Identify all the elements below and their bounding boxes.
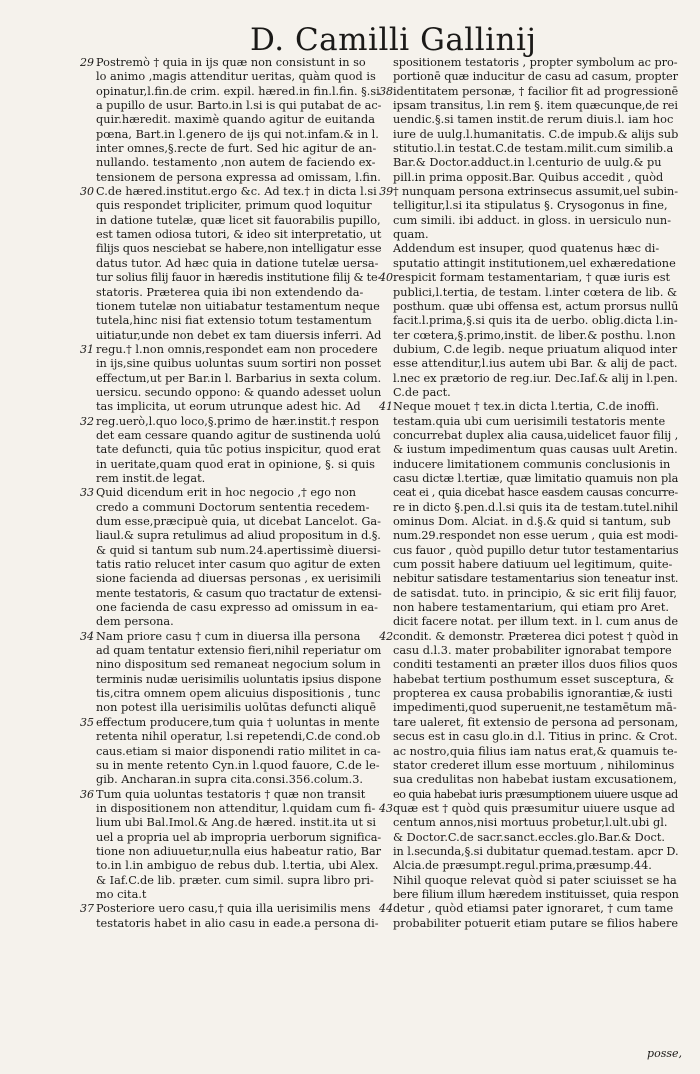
line-text: quæ est † quòd quis præsumitur uiuere usque ad [393, 801, 676, 815]
line-text: a pupillo de usur. Barto.in l.si is qui putabat de ac- [96, 99, 382, 113]
line-text: l.nec ex prætorio de reg.iur. Dec.Iaf.& alij in l.pen. [393, 371, 678, 385]
text-line [393, 701, 678, 715]
text-line [393, 917, 678, 931]
text-line [96, 156, 381, 170]
line-text: de satisdat. tuto. in principio, & sic erit filij fauor, [393, 586, 677, 600]
line-text: uersicu. secundo oppono: & quando adesset uolun [96, 385, 382, 399]
text-line [393, 300, 678, 314]
text-line [393, 286, 678, 300]
line-text: lium ubi Bal.Imol.& Ang.de hæred. instit.ita ut si [96, 816, 377, 830]
line-text: esse attenditur,l.ius autem ubi Bar. & alij de pact. [393, 357, 678, 371]
text-line [96, 458, 381, 472]
line-text: in ueritate,quam quod erat in opinione, §. si quis [96, 457, 375, 471]
line-text: & iustum impedimentum quas causas uult Aretin. [393, 443, 678, 457]
line-text: reg.uerò,l.quo loco,§.primo de hær.instit.† respon [96, 414, 380, 428]
line-text: inducere limitationem communis conclusionis in [393, 457, 671, 471]
line-text: Quid dicendum erit in hoc negocio ,† ego non [96, 486, 357, 500]
line-text: Nihil quoque relevat quòd si pater sciuisset se ha [393, 873, 677, 887]
line-text: in datione tutelæ, quæ licet sit fauorabilis pupillo, [96, 213, 381, 227]
text-line [393, 601, 678, 615]
text-line [393, 845, 678, 859]
text-line [393, 544, 678, 558]
line-text: & Iaf.C.de lib. præter. cum simil. supra libro pri- [96, 873, 374, 887]
line-text: dum esse,præcipuè quia, ut dicebat Lancelot. Ga- [96, 515, 381, 528]
line-text: pill.in prima opposit.Bar. Quibus accedit , quòd [393, 170, 664, 184]
text-line [96, 572, 381, 586]
text-line [393, 644, 678, 658]
text-line [96, 472, 381, 486]
line-text: non habere testamentarium, qui etiam pro Aret. [393, 601, 669, 615]
text-line [393, 415, 678, 429]
line-text: statoris. Præterea quia ibi non extendendo da- [96, 285, 364, 299]
marginal-number: 32 [80, 414, 94, 428]
line-text: opinatur,l.fin.de crim. expil. hæred.in fin.l.fin. §.si [96, 84, 380, 98]
line-text: dubium, C.de legib. neque priuatum aliquod inter [393, 342, 678, 356]
text-line [80, 787, 381, 802]
line-text: sua credulitas non habebat iustam excusationem, [393, 773, 677, 787]
text-line [393, 56, 678, 70]
text-line [96, 701, 381, 715]
line-text: det eam cessare quando agitur de sustinenda uolú [96, 428, 381, 442]
text-line [96, 529, 381, 543]
text-line [393, 773, 678, 787]
text-line [80, 486, 381, 500]
text-line [393, 788, 678, 802]
text-line [393, 314, 678, 328]
text-line [96, 888, 381, 902]
line-text: sione facienda ad diuersas personas , ex uerisimili [96, 572, 381, 586]
line-text: probabiliter potuerit etiam putare se filios habere [393, 916, 678, 930]
line-text: conditi testamenti an præter illos duos filios quos [393, 658, 678, 672]
line-text: cum simili. ibi adduct. in gloss. in uersiculo nun- [393, 213, 672, 227]
marginal-number: 39 [379, 185, 393, 199]
line-text: publici,l.tertia, de testam. l.inter cœtera de lib. & [393, 285, 678, 299]
text-line [96, 745, 381, 759]
marginal-number: 41 [379, 400, 393, 414]
line-text: rem instit.de legat. [96, 471, 206, 485]
marginal-number: 38 [379, 84, 393, 98]
marginal-number: 30 [80, 185, 94, 199]
line-text: telligitur,l.si ita stipulatus §. Crysogonus in fine, [393, 199, 668, 213]
line-text: effectum,ut per Bar.in l. Barbarius in sexta colum. [96, 371, 382, 385]
text-line [393, 228, 678, 242]
text-line [96, 286, 381, 300]
text-line [96, 673, 381, 687]
line-text: eo quia habebat iuris præsumptionem uiuere usque ad [393, 787, 678, 801]
line-text: condit. & demonstr. Præterea dici potest † quòd in [393, 629, 679, 643]
line-text: nullando. testamento ,non autem de faciendo ex- [96, 156, 376, 170]
text-line [80, 715, 381, 730]
line-text: sputatio attingit institutionem,uel exhæredatione [393, 256, 676, 270]
text-line [393, 142, 678, 156]
marginal-number: 35 [80, 715, 94, 729]
text-line [96, 70, 381, 84]
line-text: dem persona. [96, 615, 174, 629]
text-line [393, 214, 678, 228]
line-text: cus fauor , quòd pupillo detur tutor testamentarius [393, 543, 679, 557]
line-text: Postremò † quia in ijs quæ non consistunt in so [96, 56, 366, 69]
text-line [96, 730, 381, 744]
running-header: D. Camilli Gallinij [250, 22, 537, 58]
line-text: Posteriore uero casu,† quia illa uerisimilis mens [96, 902, 371, 916]
line-text: pœna, Bart.in l.genero de ijs qui not.infam.& in l. [96, 127, 379, 141]
line-text: in l.secunda,§.si dubitatur quemad.testam. apcr D. [393, 844, 679, 858]
line-text: datus tutor. Ad hæc quia in datione tutelæ uersa- [96, 256, 379, 270]
text-line [393, 529, 678, 543]
text-line [96, 587, 381, 601]
line-text: centum annos,nisi mortuus probetur,l.ult.ubi gl. [393, 816, 668, 830]
text-line [393, 458, 678, 472]
line-text: regu.† l.non omnis,respondet eam non procedere [96, 342, 378, 356]
line-text: su in mente retento Cyn.in l.quod fauore, C.de le- [96, 758, 380, 772]
line-text: quam. [393, 228, 429, 242]
line-text: ceat ei , quia dicebat hasce easdem causas concurre- [393, 486, 678, 500]
line-text: † nunquam persona extrinsecus assumit,uel subin- [393, 185, 678, 199]
text-line [393, 429, 678, 443]
text-line [96, 128, 381, 142]
line-text: testatoris habet in alio casu in eade.a persona di- [96, 916, 379, 930]
text-line [393, 558, 678, 572]
line-text: spositionem testatoris , propter symbolum ac pro- [393, 56, 678, 69]
text-line [80, 414, 381, 429]
line-text: liaul.& supra retulimus ad aliud propositum in d.§. [96, 529, 381, 543]
text-line [96, 658, 381, 672]
text-line [96, 644, 381, 658]
marginal-number: 43 [379, 801, 393, 815]
line-text: re in dicto §.pen.d.l.si quis ita de testam.tutel.nihil [393, 500, 679, 514]
text-line [96, 271, 381, 285]
line-text: impedimenti,quod superuenit,ne testamētum mā- [393, 701, 677, 715]
line-text: non potest illa uerisimilis uolūtas defuncti aliquē [96, 701, 377, 715]
line-text: est tamen odiosa tutori, & ideo sit interpretatio, ut [96, 228, 382, 242]
line-text: detur , quòd etiamsi pater ignoraret, † cum tame [393, 902, 674, 916]
text-line [96, 773, 381, 787]
line-text: uendic.§.si tamen instit.de rerum diuis.l. iam hoc [393, 113, 674, 127]
text-line [80, 185, 381, 199]
text-line [393, 888, 678, 902]
line-text: casu dictæ l.tertiæ, quæ limitatio quamuis non pla [393, 471, 679, 485]
text-line [393, 816, 678, 830]
line-text: ad quam tentatur extensio fieri,nihil reperiatur om [96, 644, 382, 658]
line-text: C.de pact. [393, 385, 451, 399]
text-line [393, 171, 678, 185]
text-line [393, 257, 678, 271]
text-line [96, 687, 381, 701]
text-line [96, 242, 381, 256]
line-text: stitutio.l.in testat.C.de testam.milit.cum similib.a [393, 142, 674, 156]
text-line [393, 156, 678, 170]
line-text: uel a propria uel ab impropria uerborum significa- [96, 830, 382, 844]
line-text: habebat tertium posthumum esset susceptura, & [393, 672, 674, 686]
text-line [96, 257, 381, 271]
line-text: tione non adiuuetur,nulla eius habeatur ratio, Bar [96, 844, 382, 858]
line-text: nebitur satisdare testamentarius sion teneatur inst. [393, 572, 679, 586]
line-text: ominus Dom. Alciat. in d.§.& quid si tantum, sub [393, 515, 671, 528]
text-line [393, 658, 678, 672]
text-line [96, 501, 381, 515]
line-text: uitiatur,unde non debet ex tam diuersis inferri. Ad [96, 328, 382, 342]
marginal-number: 34 [80, 629, 94, 643]
line-text: mente testatoris, & casum quo tractatur de extensi- [96, 586, 382, 600]
text-line [80, 629, 381, 644]
marginal-number: 29 [80, 56, 94, 69]
text-line [96, 357, 381, 371]
line-text: inter omnes,§.recte de furt. Sed hic agitur de an- [96, 142, 377, 156]
text-line [393, 745, 678, 759]
line-text: Tum quia uoluntas testatoris † quæ non transit [96, 787, 366, 801]
line-text: tensionem de persona expressa ad omissam, l.fin. [96, 170, 381, 184]
line-text: propterea ex causa probabilis ignorantiæ,& iusti [393, 687, 673, 701]
line-text: caus.etiam si maior disponendi ratio militet in ca- [96, 744, 381, 758]
line-text: bere filium illum hæredem instituisset, quia respon [393, 887, 679, 901]
text-line [96, 99, 381, 113]
text-line [96, 515, 381, 529]
text-line [96, 85, 381, 99]
text-line [393, 443, 678, 457]
right-column [379, 56, 679, 1056]
text-line [96, 386, 381, 400]
line-text: stator crederet illum esse mortuum , nihilominus [393, 758, 675, 772]
line-text: Bar.& Doctor.adduct.in l.centurio de uulg.& pu [393, 156, 662, 170]
line-text: retenta nihil operatur, l.si repetendi,C.de cond.ob [96, 730, 381, 744]
line-text: concurrebat duplex alia causa,uidelicet fauor filij , [393, 428, 679, 442]
line-text: tas implicita, ut eorum utrunque adest hic. Ad [96, 400, 361, 414]
line-text: mo cita.t [96, 887, 147, 901]
line-text: & Doctor.C.de sacr.sanct.eccles.glo.Bar.& Doct. [393, 830, 665, 844]
line-text: in dispositionem non attenditur, l.quidam cum fi- [96, 801, 376, 815]
text-line [393, 501, 678, 515]
line-text: identitatem personæ, † facilior fit ad progressionē [393, 84, 679, 98]
text-line [80, 342, 381, 357]
line-text: posthum. quæ ubi offensa est, actum prorsus nullū [393, 299, 679, 313]
line-text: num.29.respondet non esse uerum , quia est modi- [393, 529, 678, 543]
text-line [96, 802, 381, 816]
line-text: ter cœtera,§.primo,instit. de liber.& posthu. l.non [393, 328, 676, 342]
text-line [96, 558, 381, 572]
line-text: tutela,hinc nisi fiat extensio totum testamentum [96, 314, 372, 328]
marginal-number: 37 [80, 902, 94, 916]
line-text: C.de hæred.institut.ergo &c. Ad tex.† in dicta l.si [96, 185, 377, 199]
line-text: tis,citra omnem opem alicuius dispositionis , tunc [96, 687, 381, 701]
line-text: & quid si tantum sub num.24.apertissimè diuersi- [96, 543, 381, 557]
marginal-number: 42 [379, 629, 393, 643]
line-text: cum possit habere datiuum uel legitimum, quite- [393, 558, 673, 572]
line-text: Neque mouet † tex.in dicta l.tertia, C.de inoffi. [393, 400, 660, 414]
text-line [96, 443, 381, 457]
line-text: ac nostro,quia filius iam natus erat,& quamuis te- [393, 744, 678, 758]
text-line [96, 171, 381, 185]
line-text: terminis nudæ uerisimilis uoluntatis ipsius dispone [96, 672, 382, 686]
line-text: gib. Ancharan.in supra cita.consi.356.colum.3. [96, 773, 364, 787]
line-text: to.in l.in ambiguo de rebus dub. l.tertia, ubi Alex. [96, 859, 379, 873]
text-line [393, 486, 678, 500]
line-text: facit.l.prima,§.si quis ita de uerbo. oblig.dicta l.in- [393, 314, 678, 328]
line-text: tatis ratio relucet inter casum quo agitur de exten [96, 558, 381, 572]
text-line [379, 902, 678, 916]
line-text: tate defuncti, quia tūc potius inspicitur, quod erat [96, 443, 381, 457]
text-line [393, 113, 678, 127]
text-line [96, 199, 381, 213]
text-line [393, 242, 678, 256]
text-line [393, 687, 678, 701]
text-line [96, 845, 381, 859]
text-line [96, 429, 381, 443]
text-line [96, 214, 381, 228]
text-line [393, 673, 678, 687]
line-text: effectum producere,tum quia † uoluntas in mente [96, 715, 380, 729]
text-line [96, 314, 381, 328]
line-text: secus est in casu glo.in d.l. Titius in princ. & Crot. [393, 730, 678, 744]
line-text: dicit facere notat. per illum text. in l. cum anus de [393, 615, 679, 629]
line-text: quis respondet tripliciter, primum quod loquitur [96, 199, 372, 213]
text-line [80, 56, 381, 70]
text-line [393, 386, 678, 400]
text-line [393, 357, 678, 371]
text-line [393, 716, 678, 730]
text-line [96, 859, 381, 873]
text-line [393, 759, 678, 773]
text-line [96, 601, 381, 615]
marginal-number: 44 [379, 902, 393, 916]
marginal-number: 40 [379, 271, 393, 285]
line-text: tionem tutelæ non uitiabatur testamentum neque [96, 299, 380, 313]
text-line [393, 329, 678, 343]
text-line [379, 629, 679, 644]
text-line [393, 874, 678, 888]
text-line [393, 587, 678, 601]
text-line [393, 859, 678, 873]
text-line [393, 99, 678, 113]
text-line [379, 400, 678, 414]
catchword: posse, [647, 1047, 682, 1060]
line-text: ipsam transitus, l.in rem §. item quæcunque,de rei [393, 99, 678, 113]
text-line [96, 372, 381, 386]
text-line [96, 228, 381, 242]
marginal-number: 36 [80, 787, 94, 801]
line-text: Nam priore casu † cum in diuersa illa persona [96, 629, 361, 643]
text-line [393, 472, 678, 486]
line-text: credo a communi Doctorum sententia recedem- [96, 500, 370, 514]
text-line [96, 142, 381, 156]
text-line [96, 544, 381, 558]
text-line [393, 372, 678, 386]
text-line [96, 615, 381, 629]
text-line [393, 730, 678, 744]
line-text: filijs quos nesciebat se habere,non intelligatur esse [96, 242, 382, 256]
line-text: nino dispositum sed remaneat negocium solum in [96, 658, 381, 672]
line-text: lo animo ,magis attenditur ueritas, quàm quod is [96, 70, 376, 84]
text-line [80, 902, 381, 916]
line-text: testam.quia ubi cum uerisimili testatoris mente [393, 414, 666, 428]
text-line [393, 343, 678, 357]
text-line [379, 801, 678, 816]
text-line [96, 300, 381, 314]
text-line [96, 759, 381, 773]
line-text: portionē quæ inducitur de casu ad casum, propter [393, 70, 678, 84]
line-text: in ijs,sine quibus uoluntas suum sortiri non posset [96, 357, 382, 371]
line-text: quir.hæredit. maximè quando agitur de euitanda [96, 113, 375, 127]
text-line [96, 113, 381, 127]
marginal-number: 31 [80, 342, 94, 356]
line-text: respicit formam testamentariam, † quæ iuris est [393, 271, 671, 285]
text-line [393, 515, 678, 529]
line-text: Addendum est insuper, quod quatenus hæc di- [393, 242, 660, 256]
text-line [96, 816, 381, 830]
text-line [379, 271, 678, 285]
text-line [96, 831, 381, 845]
text-line [393, 128, 678, 142]
text-line [96, 917, 381, 931]
marginal-number: 33 [80, 486, 94, 500]
line-text: iure de uulg.l.humanitatis. C.de impub.& alijs sub [393, 127, 679, 141]
text-line [379, 84, 679, 99]
line-text: one facienda de casu expresso ad omissum in ea- [96, 601, 378, 615]
text-line [393, 572, 678, 586]
line-text: tare ualeret, fit extensio de persona ad personam, [393, 715, 679, 729]
text-line [393, 831, 678, 845]
left-column [80, 56, 382, 1056]
line-text: Alcia.de præsumpt.regul.prima,præsump.44. [393, 859, 652, 873]
text-line [96, 874, 381, 888]
text-line [96, 400, 381, 414]
text-line [393, 615, 678, 629]
text-line [393, 70, 678, 84]
text-line [96, 329, 381, 343]
line-text: tur solius filij fauor in hæredis institutione filij & te- [96, 271, 382, 285]
line-text: casu d.l.3. mater probabiliter ignorabat tempore [393, 644, 672, 658]
text-line [379, 185, 678, 199]
text-line [393, 199, 678, 213]
